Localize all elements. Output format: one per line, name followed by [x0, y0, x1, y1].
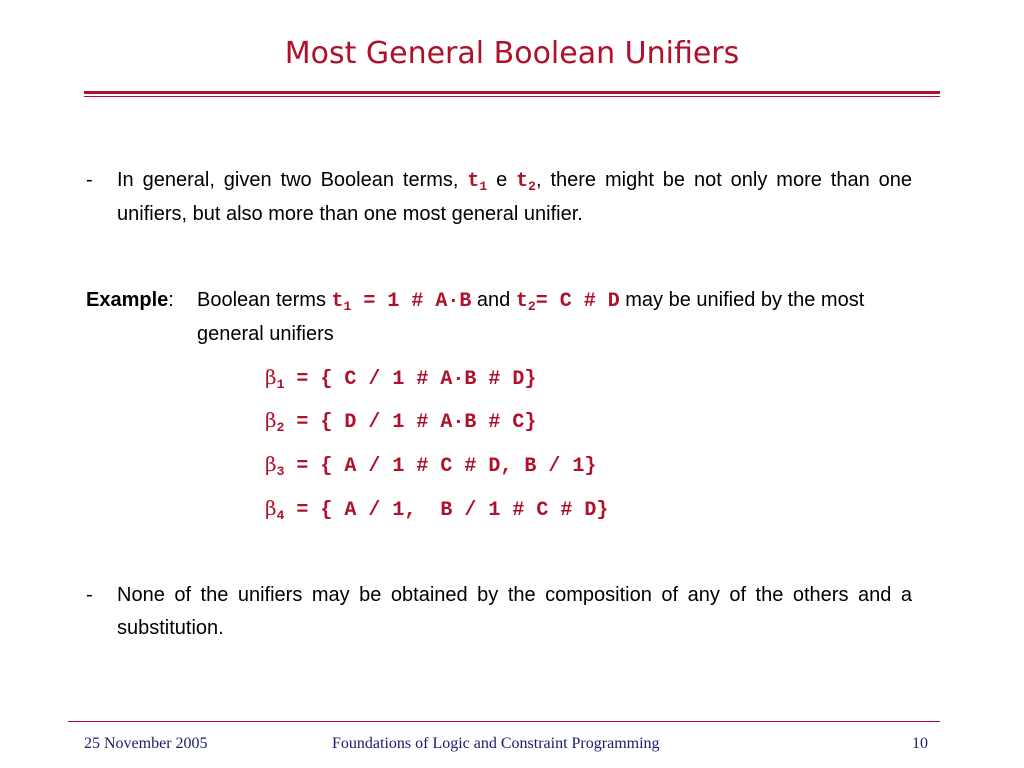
- unifier-beta-3: $\beta_3$ = { A / 1 # C # D, B / 1}: [265, 452, 597, 479]
- footer-page-number: 10: [912, 735, 928, 752]
- bullet1-rest: , there might be not only more than one unifiers, but also more than one most general unifier.: [117, 169, 912, 225]
- bullet-text-2: None of the unifiers may be obtained by the composition of any of the others and a substitution.: [117, 584, 912, 639]
- title-rule-thin: [84, 96, 940, 97]
- bullet-dash-1: -: [86, 169, 93, 191]
- bullet1-conj: e: [487, 169, 517, 191]
- title-rule-thick: [84, 91, 940, 94]
- example-text: Boolean terms $t_1 = 1$ # A·B and $t_2= C$ # D may be unified by the most general unifiers: [197, 289, 865, 345]
- footer-course: Foundations of Logic and Constraint Programming: [332, 735, 660, 752]
- slide-title: Most General Boolean Unifiers: [284, 36, 740, 71]
- example-term-t1: $t_1 = 1$ # A·B: [331, 290, 472, 314]
- example-label: Example:: [86, 289, 174, 311]
- term-t1: $t_1$: [467, 170, 488, 194]
- example-term-t2: $t_2= C$ # D: [515, 290, 620, 314]
- bullet1-intro: In general, given two Boolean terms,: [117, 169, 468, 191]
- unifier-beta-1: $\beta_1$ = { C / 1 # A·B # D}: [265, 365, 537, 392]
- bullet-text-1: [117, 164, 912, 231]
- term-t2: $t_2$: [516, 170, 536, 194]
- unifier-beta-2: $\beta_2$ = { D / 1 # A·B # C}: [265, 408, 537, 435]
- footer-date: 25 November 2005: [84, 735, 208, 752]
- unifier-beta-4: $\beta_4$ = { A / 1, B / 1 # C # D}: [265, 496, 609, 523]
- bullet-dash-2: -: [86, 584, 93, 606]
- footer-rule: [68, 721, 940, 722]
